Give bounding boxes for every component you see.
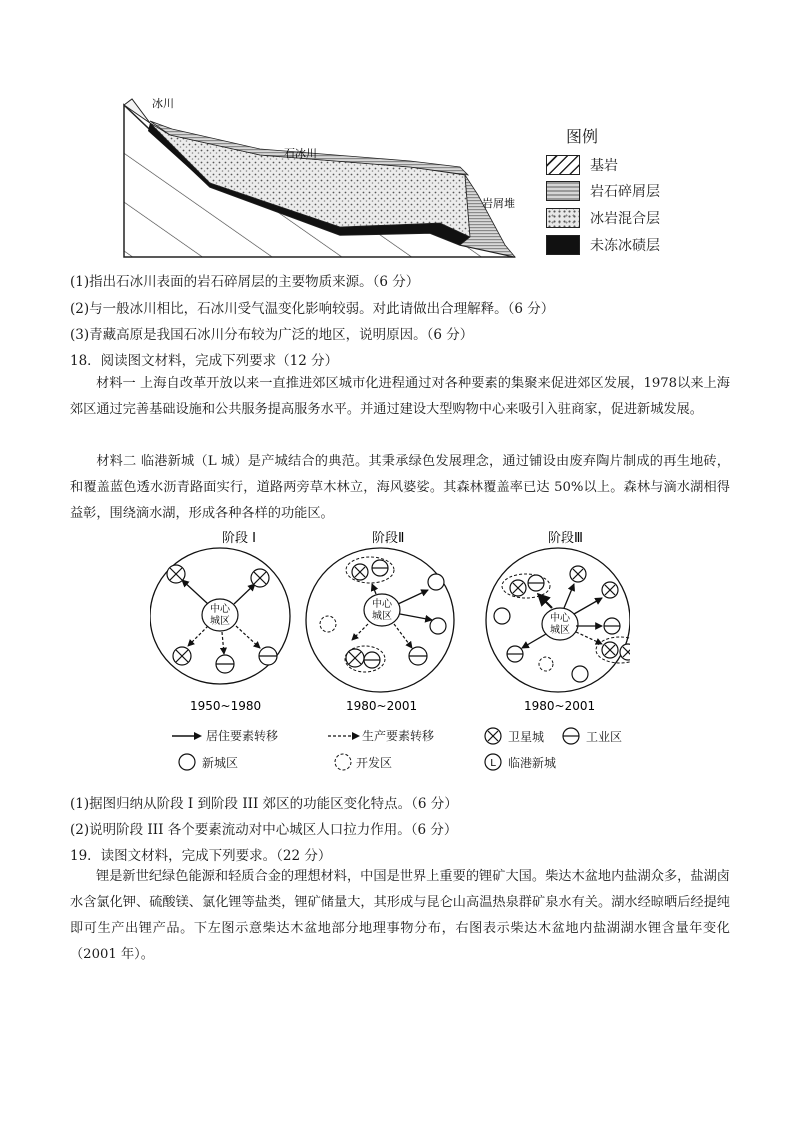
- suburb-stage-diagram: [150, 528, 630, 718]
- label-rock-glacier: 石冰川: [284, 147, 317, 160]
- stage1-diagram: [150, 548, 290, 684]
- stage3-diagram: [486, 548, 630, 692]
- q19-material-text: 锂是新世纪绿色能源和轻质合金的理想材料，中国是世界上重要的锂矿大国。柴达木盆地内盐湖众多，盐湖卤水含氯化钾、硫酸镁、氯化锂等盐类，锂矿储量大，其形成与昆仑山高温热泉群矿泉水有关。湖水经晾晒后经提纯即可生产出锂产品。下左图示意柴达木盆地部分地理事物分布，右图表示柴达木盆地内盐湖湖水锂含量年变化（2001 年）。: [70, 869, 730, 962]
- center-label-line1: 中心: [550, 613, 570, 624]
- debris-swatch: [546, 181, 580, 201]
- q18-material1: [70, 371, 730, 423]
- legend-label: 新城区: [202, 755, 239, 770]
- legend-label: 卫星城: [508, 729, 545, 744]
- solid-arrow-icon: [172, 731, 202, 741]
- stage2-diagram: [306, 548, 454, 692]
- legend-lingang: [484, 753, 556, 771]
- label-glacier: 冰川: [152, 97, 174, 110]
- legend-label: 生产要素转移: [362, 729, 435, 743]
- stage3-title: 阶段Ⅲ: [548, 531, 583, 546]
- center-label-line2: 城区: [372, 611, 392, 622]
- legend-item-debris: [546, 181, 660, 201]
- legend-title: 图例: [566, 127, 599, 146]
- q17-sub1: (1)指出石冰川表面的岩石碎屑层的主要物质来源。（6 分）: [70, 274, 420, 290]
- q18-heading: 18．阅读图文材料，完成下列要求（12 分）: [70, 353, 339, 369]
- satellite-city-icon: [484, 727, 502, 745]
- new-town-icon: [178, 753, 196, 771]
- q18-material2-text: 材料二 临港新城（L 城）是产城结合的典范。其秉承绿色发展理念，通过铺设由废弃陶片制成的再生地砖，和覆盖蓝色透水沥青路面实行，道路两旁草木林立，海风婆娑。其森林覆盖率已达 50%以上。森林与滴水湖相得益彰，围绕滴水湖，形成各种各样的功能区。: [70, 454, 730, 521]
- legend-dev-zone: [334, 753, 392, 771]
- dashed-arrow-icon: [328, 731, 360, 741]
- q19-material: [70, 864, 730, 968]
- center-label-line1: 中心: [372, 599, 392, 610]
- lingang-symbol: L: [490, 758, 496, 769]
- q18-sub1: (1)据图归纳从阶段 I 到阶段 III 郊区的功能区变化特点。（6 分）: [70, 796, 458, 812]
- legend-industrial-zone: [562, 727, 622, 745]
- legend-item-till: [546, 235, 660, 255]
- legend-production-flow: [328, 727, 434, 744]
- stage1-title: 阶段 I: [222, 531, 256, 546]
- stage1-period: 1950~1980: [190, 699, 262, 713]
- stage2-title: 阶段Ⅱ: [372, 531, 405, 546]
- center-label-line2: 城区: [550, 625, 570, 636]
- center-label-line2: 城区: [210, 616, 230, 627]
- q18-sub2: (2)说明阶段 III 各个要素流动对中心城区人口拉力作用。（6 分）: [70, 822, 458, 838]
- label-talus: 岩屑堆: [482, 197, 515, 210]
- legend-residence-flow: [172, 727, 278, 744]
- q17-sub3: (3)青藏高原是我国石冰川分布较为广泛的地区，说明原因。（6 分）: [70, 327, 474, 343]
- legend-item-mixed: [546, 208, 660, 228]
- legend-satellite-city: [484, 727, 544, 745]
- legend-label: 基岩: [590, 158, 618, 174]
- legend-label: 居住要素转移: [206, 729, 279, 743]
- stage2-period: 1980~2001: [346, 699, 418, 713]
- q19-heading: 19．读图文材料，完成下列要求。（22 分）: [70, 848, 332, 864]
- stage3-period: 1980~2001: [524, 699, 596, 713]
- legend-label: 开发区: [356, 755, 393, 770]
- legend-label: 工业区: [586, 729, 623, 744]
- legend-new-town: [178, 753, 238, 771]
- legend-label: 未冻冰碛层: [590, 238, 660, 254]
- rock-glacier-cross-section: [110, 95, 530, 265]
- legend-item-bedrock: [546, 155, 618, 175]
- q18-material2: [70, 449, 730, 527]
- mixed-swatch: [546, 208, 580, 228]
- lingang-icon: [484, 753, 502, 771]
- center-label-line1: 中心: [210, 604, 230, 615]
- till-swatch: [546, 235, 580, 255]
- legend-label: 临港新城: [508, 755, 557, 770]
- legend-label: 冰岩混合层: [590, 211, 660, 227]
- legend-label: 岩石碎屑层: [590, 184, 660, 200]
- industrial-zone-icon: [562, 727, 580, 745]
- q18-material1-text: 材料一 上海自改革开放以来一直推进郊区城市化进程通过对各种要素的集聚来促进郊区发展，1978以来上海郊区通过完善基础设施和公共服务提高服务水平。并通过建设大型购物中心来吸引入驻商家，促进新城发展。: [70, 376, 730, 417]
- dev-zone-icon: [334, 753, 352, 771]
- q17-sub2: (2)与一般冰川相比，石冰川受气温变化影响较弱。对此请做出合理解释。（6 分）: [70, 301, 555, 317]
- bedrock-swatch: [546, 155, 580, 175]
